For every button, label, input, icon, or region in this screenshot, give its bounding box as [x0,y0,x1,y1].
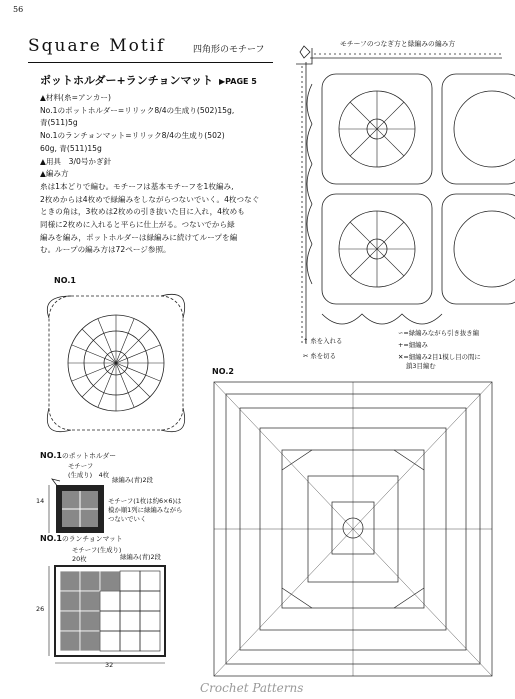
single-crochet-icon: + [398,341,404,349]
mat-heading [40,533,123,543]
joining-diagram-caption: モチーフのつなぎ方と緑編みの編み方 [340,40,456,48]
mat-count: 20枚 [72,555,87,563]
page-number: 56 [13,5,24,14]
legend-join [398,353,481,371]
mat-dimension-w: 32 [105,661,114,669]
instruction-line: 編みを編み，ポットホルダーは緑編みに続けてループを編 [40,232,238,242]
mat-label: NO.1 [40,534,62,543]
slip-stitch-icon: ∽ [398,329,404,337]
project-heading [40,72,257,88]
attach-yarn-icon: ↑ [303,337,309,345]
project-heading-text: ポットホルダー+ランチョンマット [40,74,214,87]
instruction-line: ▲用具 3/0号かぎ針 [40,156,112,166]
page-title: Square Motif [28,36,166,56]
legend-join-text-2: 鎖3目編む [406,362,436,370]
mat-edge-note: 緑編み(青)2段 [120,553,162,561]
join-stitch-icon: ✕ [398,353,404,361]
potholder-note-1: モチーフ(1枚は約6×6)は [108,497,182,505]
no1-motif-diagram [41,288,191,438]
watermark: Crochet Patterns [200,681,304,695]
cut-yarn-icon: ✂ [303,352,309,360]
potholder-note-2: 模か順1列に緑編みながら [108,506,183,514]
potholder-motif-note [68,462,109,480]
instruction-line: 糸は1本どりで編む。モチーフは基本モチーフを1枚編み, [40,181,234,191]
potholder-count: 4枚 [98,471,110,479]
instruction-line: 60g, 青(511)15g [40,143,102,153]
potholder-label: NO.1 [40,451,62,460]
legend-slip-text: =緑編みながら引き抜き編 [403,329,480,337]
page-subtitle: 四角形のモチーフ [193,45,265,55]
potholder-diagram [56,485,106,535]
legend-join-text-1: =細編み2目1模し目の間に [403,353,481,361]
potholder-dimension: 14 [36,497,45,505]
title-divider [28,62,273,63]
mat-motif-note [72,546,121,564]
instruction-line: ときの角は，3枚めは2枚めの引き抜いた目に入れ，4枚めも [40,207,245,217]
instruction-line: ▲材料(糸=アンカー) [40,93,111,102]
no2-motif-diagram [212,380,497,680]
legend-cut-text: 糸を切る [310,352,336,360]
mat-dimension-h: 26 [36,605,45,613]
instruction-line: 同様に2枚めに入れると平らに仕上がる。つないでから緑 [40,220,235,230]
potholder-motif-color: (生成り) [68,471,93,479]
legend-attach [303,337,342,346]
instruction-line: 青(511)5g [40,118,78,128]
potholder-motif-text: モチーフ [68,462,94,470]
legend-single-text: =細編み [403,341,428,349]
potholder-label-suffix: のポットホルダー [61,452,117,460]
page-reference[interactable]: ▶PAGE 5 [219,77,257,86]
legend-attach-text: 糸を入れる [310,337,343,345]
instruction-line: No.1のポットホルダー=リリック8/4の生成り(502)15g, [40,105,235,115]
potholder-note [108,497,182,524]
instruction-line: ▲編み方 [40,169,69,179]
no2-label: NO.2 [212,367,234,376]
instruction-line: む。ループの編み方は72ページ参照。 [40,245,171,255]
page-reference-text: PAGE 5 [225,77,257,86]
potholder-dimension-line [44,485,54,535]
legend-single [398,341,428,350]
potholder-edge-note: 緑編み(青)2段 [112,476,154,484]
mat-label-suffix: のランチョンマット [61,535,123,543]
instruction-line: No.1のランチョンマット=リリック8/4の生成り(502) [40,131,225,141]
instructions [40,92,290,257]
mat-motif-text: モチーフ(生成り) [72,546,122,554]
legend-cut [303,352,336,361]
no1-label: NO.1 [54,276,76,285]
potholder-note-3: つないでいく [108,515,147,523]
joining-diagram [292,44,502,344]
mat-dimension-lines [44,566,174,676]
instruction-line: 2枚めからは4枚めで緑編みをしながらつないでいく。4枚つなぐ [40,194,260,204]
legend-slip [398,329,479,338]
potholder-heading [40,450,116,460]
